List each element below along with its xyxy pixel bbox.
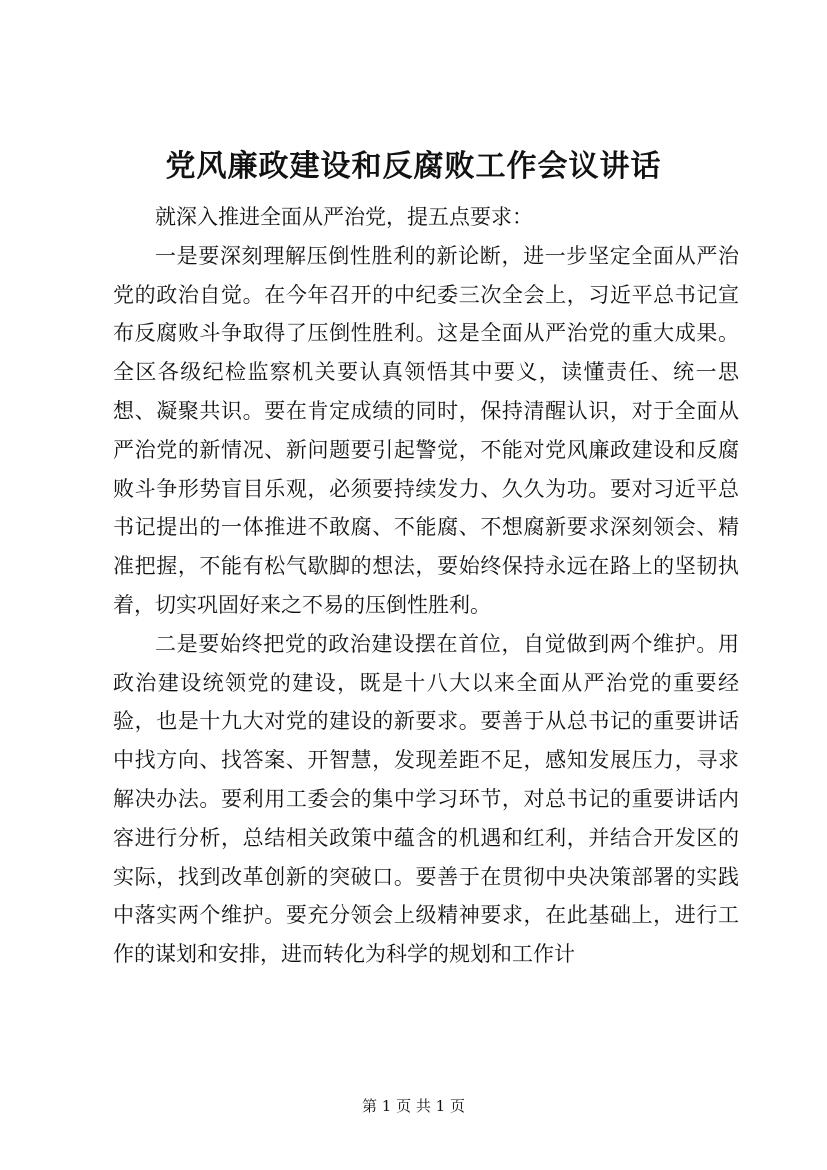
paragraph-intro: 就深入推进全面从严治党，提五点要求：: [155, 205, 533, 229]
document-title: 党风廉政建设和反腐败工作会议讲话: [165, 149, 662, 184]
paragraph-point-two: 二是要始终把党的政治建设摆在首位，自觉做到两个维护。用政治建设统领党的建设，既是十八大以来全面从严治党的重要经验，也是十九大对党的建设的新要求。要善于从总书记的重要讲话中找方向、找答案、开智慧，发现差距不足，感知发展压力，寻求解决办法。要利用工委会的集中学习环节，对总书记的重要讲话内容进行分析，总结相关政策中蕴含的机遇和红利，并结合开发区的实际，找到改革创新的突破口。要善于在贯彻中央决策部署的实践中落实两个维护。要充分领会上级精神要求，在此基础上，进行工作的谋划和安排，进而转化为科学的规划和工作计: [113, 631, 739, 967]
paragraph-point-one: 一是要深刻理解压倒性胜利的新论断，进一步坚定全面从严治党的政治自觉。在今年召开的中纪委三次全会上，习近平总书记宣布反腐败斗争取得了压倒性胜利。这是全面从严治党的重大成果。全区各级纪检监察机关要认真领悟其中要义，读懂责任、统一思想、凝聚共识。要在肯定成绩的同时，保持清醒认识，对于全面从严治党的新情况、新问题要引起警觉，不能对党风廉政建设和反腐败斗争形势盲目乐观，必须要持续发力、久久为功。要对习近平总书记提出的一体推进不敢腐、不能腐、不想腐新要求深刻领会、精准把握，不能有松气歇脚的想法，要始终保持永远在路上的坚韧执着，切实巩固好来之不易的压倒性胜利。: [113, 243, 739, 617]
page-number-text: 第 1 页 共 1 页: [362, 1097, 465, 1115]
page-footer: [0, 1096, 827, 1116]
document-body: [113, 198, 739, 974]
